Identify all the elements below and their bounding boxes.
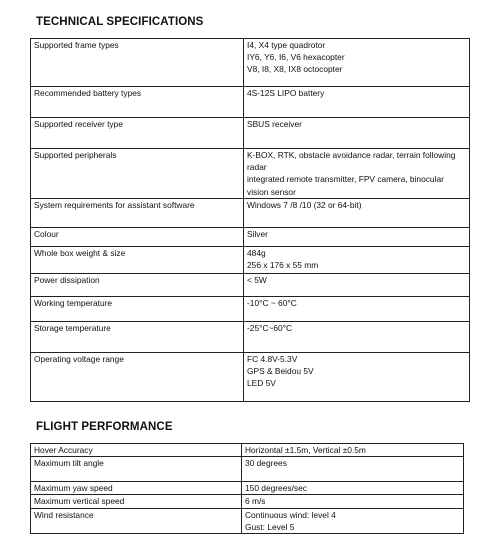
spec-label: Supported frame types [31, 39, 244, 87]
spec-label: Supported receiver type [31, 118, 244, 149]
spec-label: Wind resistance [31, 508, 242, 533]
spec-value-line: I4, X4 type quadrotor [247, 40, 326, 50]
spec-value-line: 30 degrees [245, 458, 287, 469]
spec-value-line: FC 4.8V-5.3V [247, 353, 298, 364]
flight-performance-table [30, 443, 464, 534]
spec-value [242, 495, 464, 508]
table-row [31, 508, 464, 533]
spec-value-line: GPS & Beidou 5V [247, 366, 314, 377]
spec-value-line: 484g [247, 247, 266, 258]
spec-label: Maximum vertical speed [31, 495, 242, 508]
spec-value-line: 150 degrees/sec [245, 483, 307, 494]
spec-value [244, 118, 470, 149]
spec-value-line: SBUS receiver [247, 119, 302, 129]
spec-value-line: 256 x 176 x 55 mm [247, 260, 319, 271]
spec-label: Operating voltage range [31, 352, 244, 401]
spec-value-line: Windows 7 /8 /10 (32 or 64-bit) [247, 199, 362, 210]
spec-label: Maximum yaw speed [31, 482, 242, 495]
spec-value [242, 508, 464, 533]
spec-value [244, 39, 470, 87]
table-row [31, 87, 470, 118]
table-row [31, 227, 470, 246]
spec-value [242, 457, 464, 482]
spec-label: Maximum tilt angle [31, 457, 242, 482]
table-row [31, 273, 470, 296]
table-row [31, 246, 470, 273]
spec-label: Power dissipation [31, 273, 244, 296]
table-row [31, 149, 470, 199]
spec-value-line: -25°C~60°C [247, 322, 293, 333]
table-row [31, 39, 470, 87]
spec-value [244, 296, 470, 321]
spec-value-line: < 5W [247, 274, 267, 285]
table-row [31, 296, 470, 321]
spec-value-line: Continuous wind: level 4 [245, 509, 336, 520]
spec-value-line: 4S-12S LIPO battery [247, 88, 325, 98]
spec-label: Working temperature [31, 296, 244, 321]
table-row [31, 495, 464, 508]
table-row [31, 482, 464, 495]
spec-label: Whole box weight & size [31, 246, 244, 273]
flight-performance-heading: FLIGHT PERFORMANCE [36, 421, 173, 433]
table-row [31, 118, 470, 149]
spec-value-line: IY6, Y6, I6, V6 hexacopter [247, 52, 345, 63]
technical-specifications-table [30, 38, 470, 402]
spec-value [244, 246, 470, 273]
spec-value-line: LED 5V [247, 378, 276, 389]
spec-value [244, 352, 470, 401]
table-row [31, 352, 470, 401]
spec-value [244, 149, 470, 199]
spec-value-line: integrated remote transmitter, FPV camera, binocular vision sensor [247, 174, 444, 197]
spec-value-line: Horizontal ±1.5m, Vertical ±0.5m [245, 445, 366, 455]
table-row [31, 198, 470, 227]
spec-label: Hover Accuracy [31, 444, 242, 457]
spec-value [244, 227, 470, 246]
spec-label: Supported peripherals [31, 149, 244, 199]
spec-value-line: V8, I8, X8, IX8 octocopter [247, 64, 343, 75]
spec-value [244, 198, 470, 227]
technical-specifications-heading: TECHNICAL SPECIFICATIONS [36, 16, 204, 28]
spec-value [242, 482, 464, 495]
spec-label: Recommended battery types [31, 87, 244, 118]
spec-value-line: K-BOX, RTK, obstacle avoidance radar, terrain following radar [247, 150, 456, 173]
spec-label: System requirements for assistant software [31, 198, 244, 227]
spec-value [244, 87, 470, 118]
table-row [31, 444, 464, 457]
spec-value-line: Silver [247, 228, 268, 239]
spec-value [242, 444, 464, 457]
spec-label: Colour [31, 227, 244, 246]
table-row [31, 457, 464, 482]
spec-value [244, 273, 470, 296]
spec-value-line: Gust: Level 5 [245, 521, 295, 532]
spec-value [244, 321, 470, 352]
table-row [31, 321, 470, 352]
spec-value-line: 6 m/s [245, 496, 266, 507]
spec-value-line: -10°C ~ 60°C [247, 297, 297, 308]
spec-label: Storage temperature [31, 321, 244, 352]
